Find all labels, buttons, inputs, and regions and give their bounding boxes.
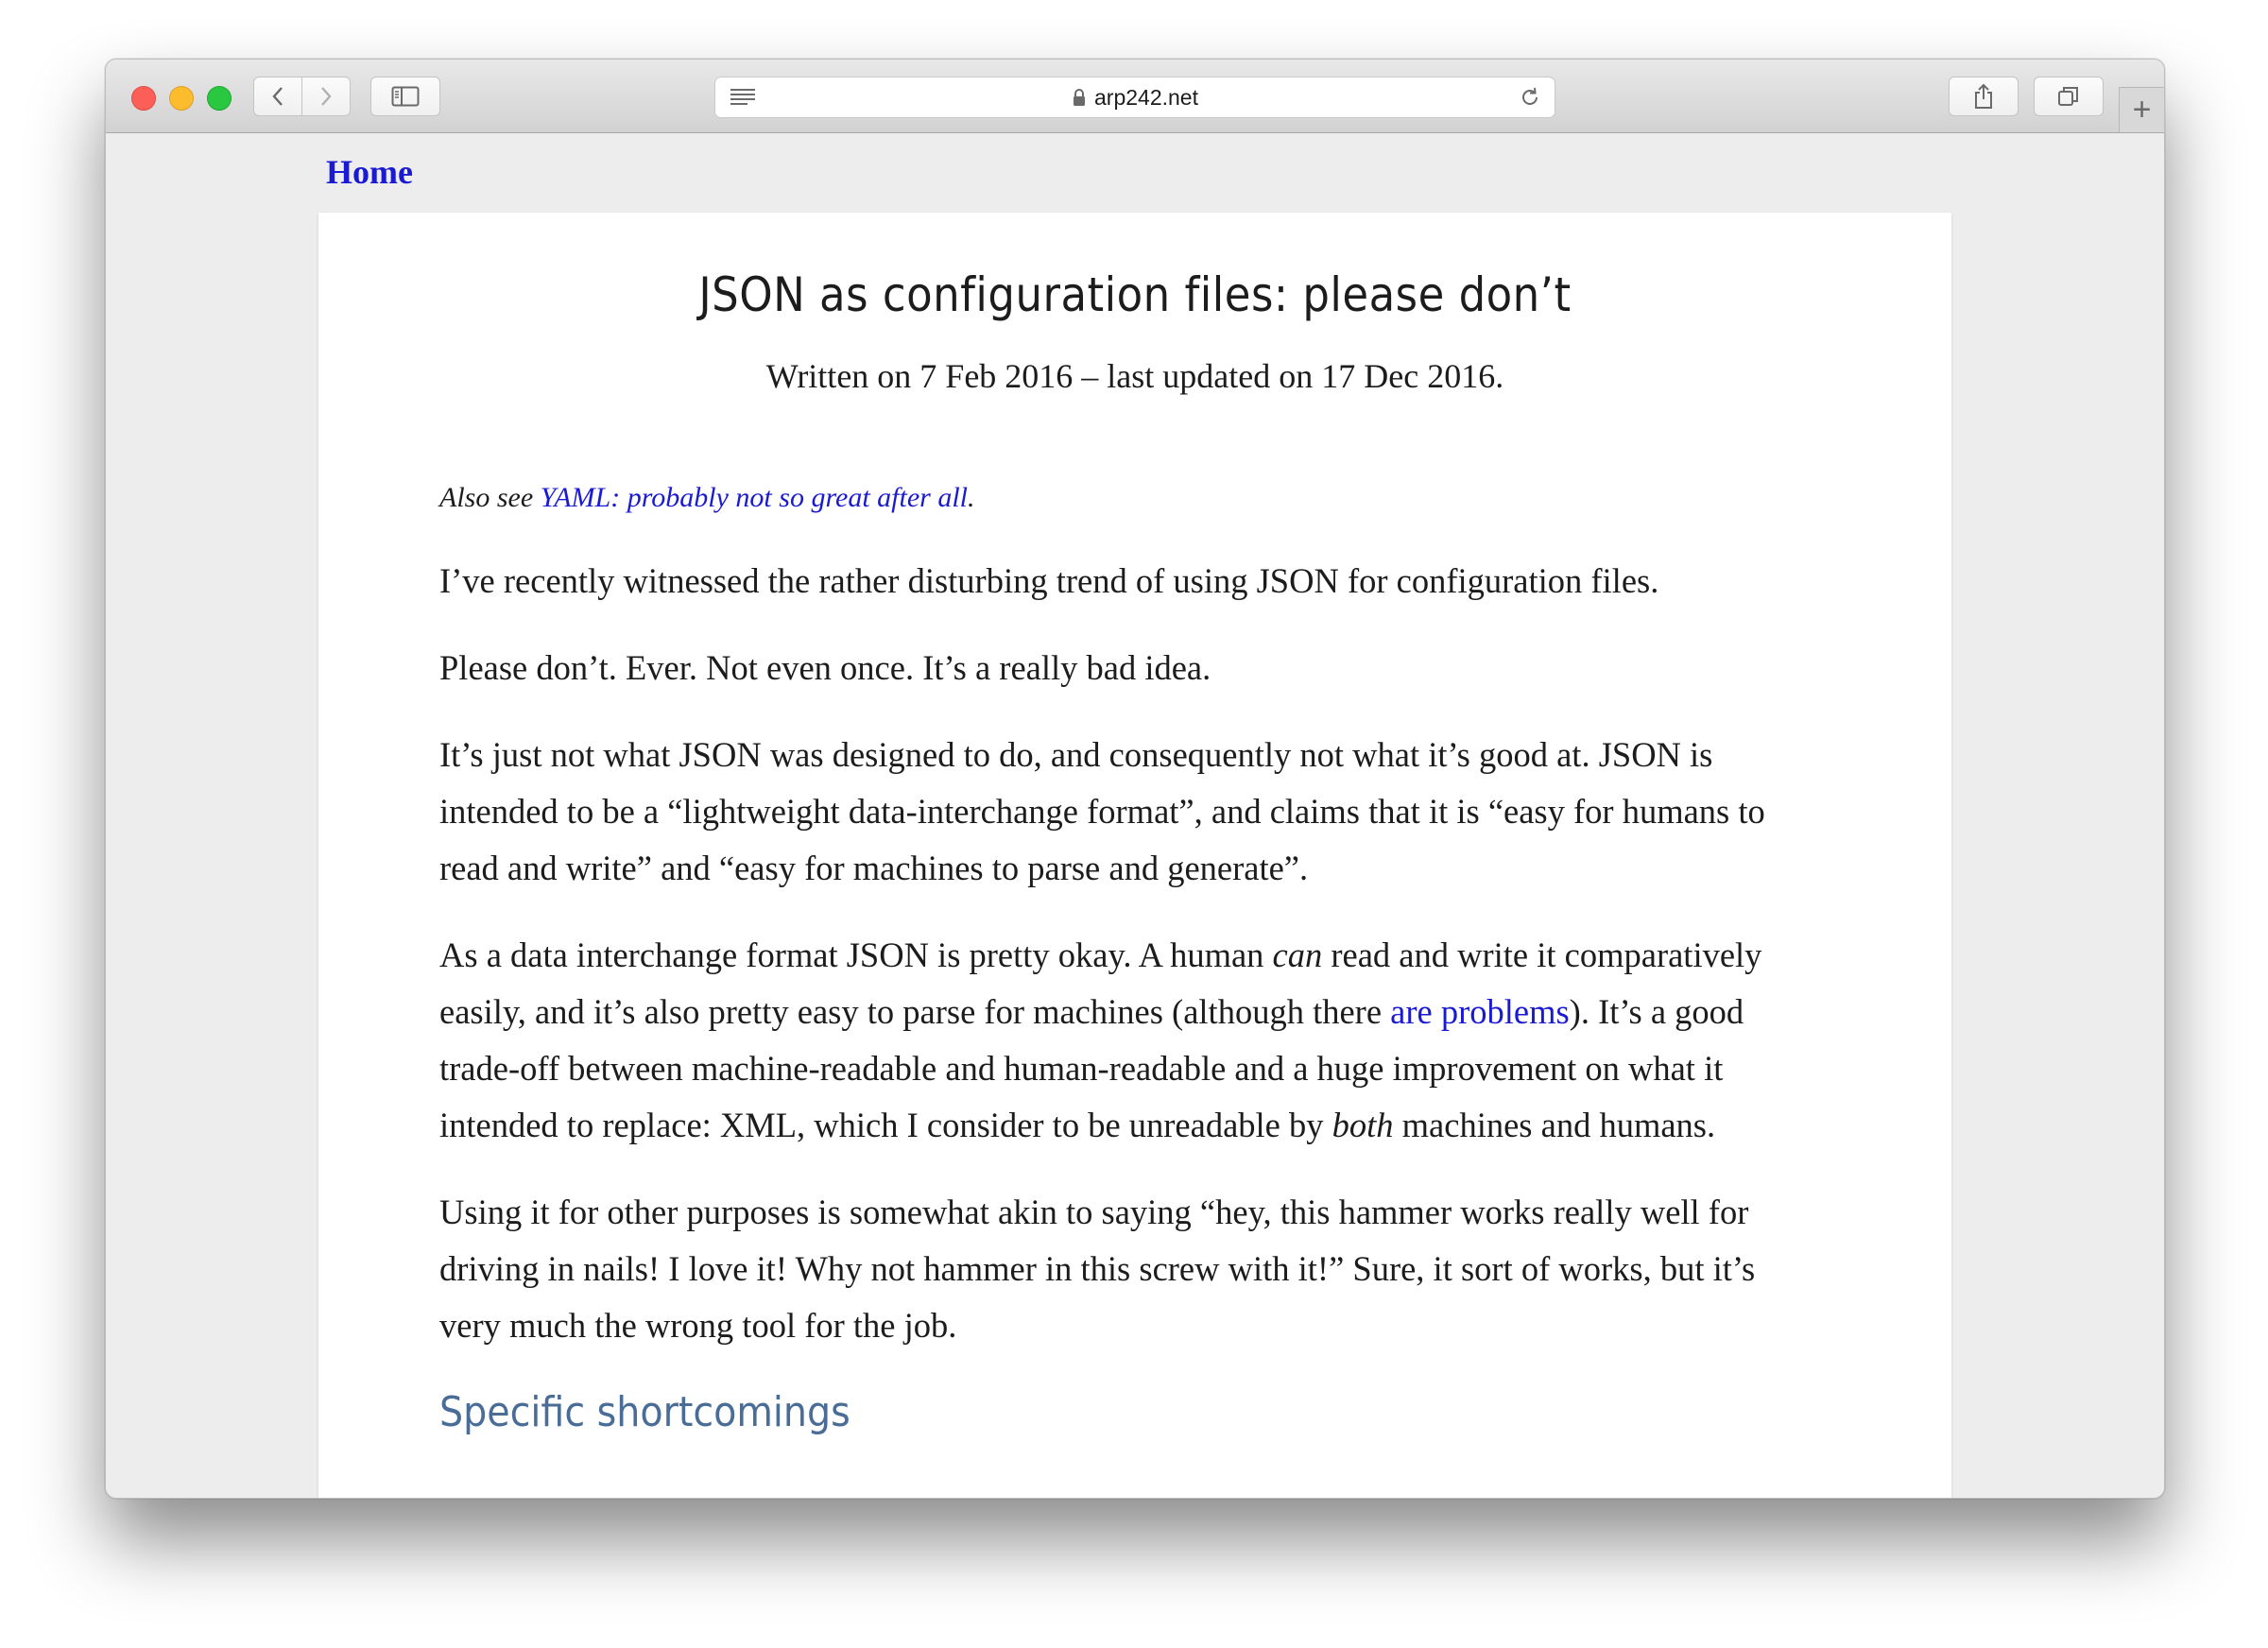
paragraph-4-text-c: ). It’s a good trade-off between machine-readable and human-readable and a huge improvement on what it intended to replace: XML, which I consider to be unreadable by bbox=[439, 992, 1744, 1144]
browser-window bbox=[105, 59, 2165, 1499]
maximize-window-button[interactable] bbox=[207, 86, 232, 111]
article-body bbox=[439, 477, 1819, 1436]
show-tabs-button[interactable] bbox=[2034, 77, 2104, 116]
chevron-right-icon bbox=[318, 85, 334, 108]
article-title: JSON as configuration files: please don’t bbox=[698, 267, 1572, 322]
paragraph-3: It’s just not what JSON was designed to do, and consequently not what it’s good at. JSON is intended to be a “lightweight data-interchange format”, and claims that it is “easy for humans to read and write” and “easy for machines to parse and generate”. bbox=[439, 735, 1765, 887]
emphasis-can: can bbox=[1272, 936, 1323, 974]
paragraph-4 bbox=[439, 927, 1819, 1154]
forward-button[interactable] bbox=[301, 77, 351, 116]
are-problems-link[interactable]: are problems bbox=[1390, 992, 1570, 1031]
also-see-suffix: . bbox=[967, 482, 975, 513]
browser-toolbar bbox=[106, 60, 2164, 133]
article-dateline: Written on 7 Feb 2016 – last updated on 17 Dec 2016. bbox=[765, 357, 1504, 395]
paragraph-4-text-d: machines and humans. bbox=[1393, 1106, 1716, 1144]
url-text: arp242.net bbox=[1094, 84, 1198, 110]
paragraph-5: Using it for other purposes is somewhat akin to saying “hey, this hammer works really well for driving in nails! I love it! Why not hammer in this screw with it!” Sure, it sort of works, but it’s very much the wrong tool for the job. bbox=[439, 1193, 1756, 1345]
sidebar-icon bbox=[391, 86, 420, 107]
reload-icon[interactable] bbox=[1519, 86, 1541, 109]
yaml-article-link[interactable]: YAML: probably not so great after all bbox=[540, 482, 968, 513]
also-see-note bbox=[439, 477, 1819, 519]
close-window-button[interactable] bbox=[131, 86, 156, 111]
url-display bbox=[715, 77, 1555, 117]
chevron-left-icon bbox=[270, 85, 285, 108]
emphasis-both: both bbox=[1332, 1106, 1394, 1144]
plus-icon: + bbox=[2132, 92, 2152, 128]
new-tab-button[interactable] bbox=[2119, 87, 2164, 132]
article-card bbox=[318, 213, 1951, 1498]
tabs-icon bbox=[2056, 84, 2081, 109]
share-button[interactable] bbox=[1949, 77, 2019, 116]
back-button[interactable] bbox=[253, 77, 302, 116]
address-bar[interactable] bbox=[714, 77, 1555, 118]
also-see-prefix: Also see bbox=[439, 482, 541, 513]
paragraph-4-text-a: As a data interchange format JSON is pretty okay. A human bbox=[439, 936, 1273, 974]
section-heading: Specific shortcomings bbox=[439, 1388, 850, 1436]
share-icon bbox=[1972, 83, 1995, 110]
paragraph-2: Please don’t. Ever. Not even once. It’s a really bad idea. bbox=[439, 648, 1211, 687]
lock-icon bbox=[1072, 88, 1087, 107]
sidebar-toggle-button[interactable] bbox=[370, 77, 440, 116]
home-link[interactable]: Home bbox=[326, 153, 413, 191]
paragraph-1: I’ve recently witnessed the rather disturbing trend of using JSON for configuration files. bbox=[439, 561, 1659, 600]
paragraph-4-text-b: read and write it comparatively easily, and it’s also pretty easy to parse for machines (although there bbox=[439, 936, 1762, 1031]
minimize-window-button[interactable] bbox=[169, 86, 194, 111]
page-viewport bbox=[106, 133, 2164, 1498]
